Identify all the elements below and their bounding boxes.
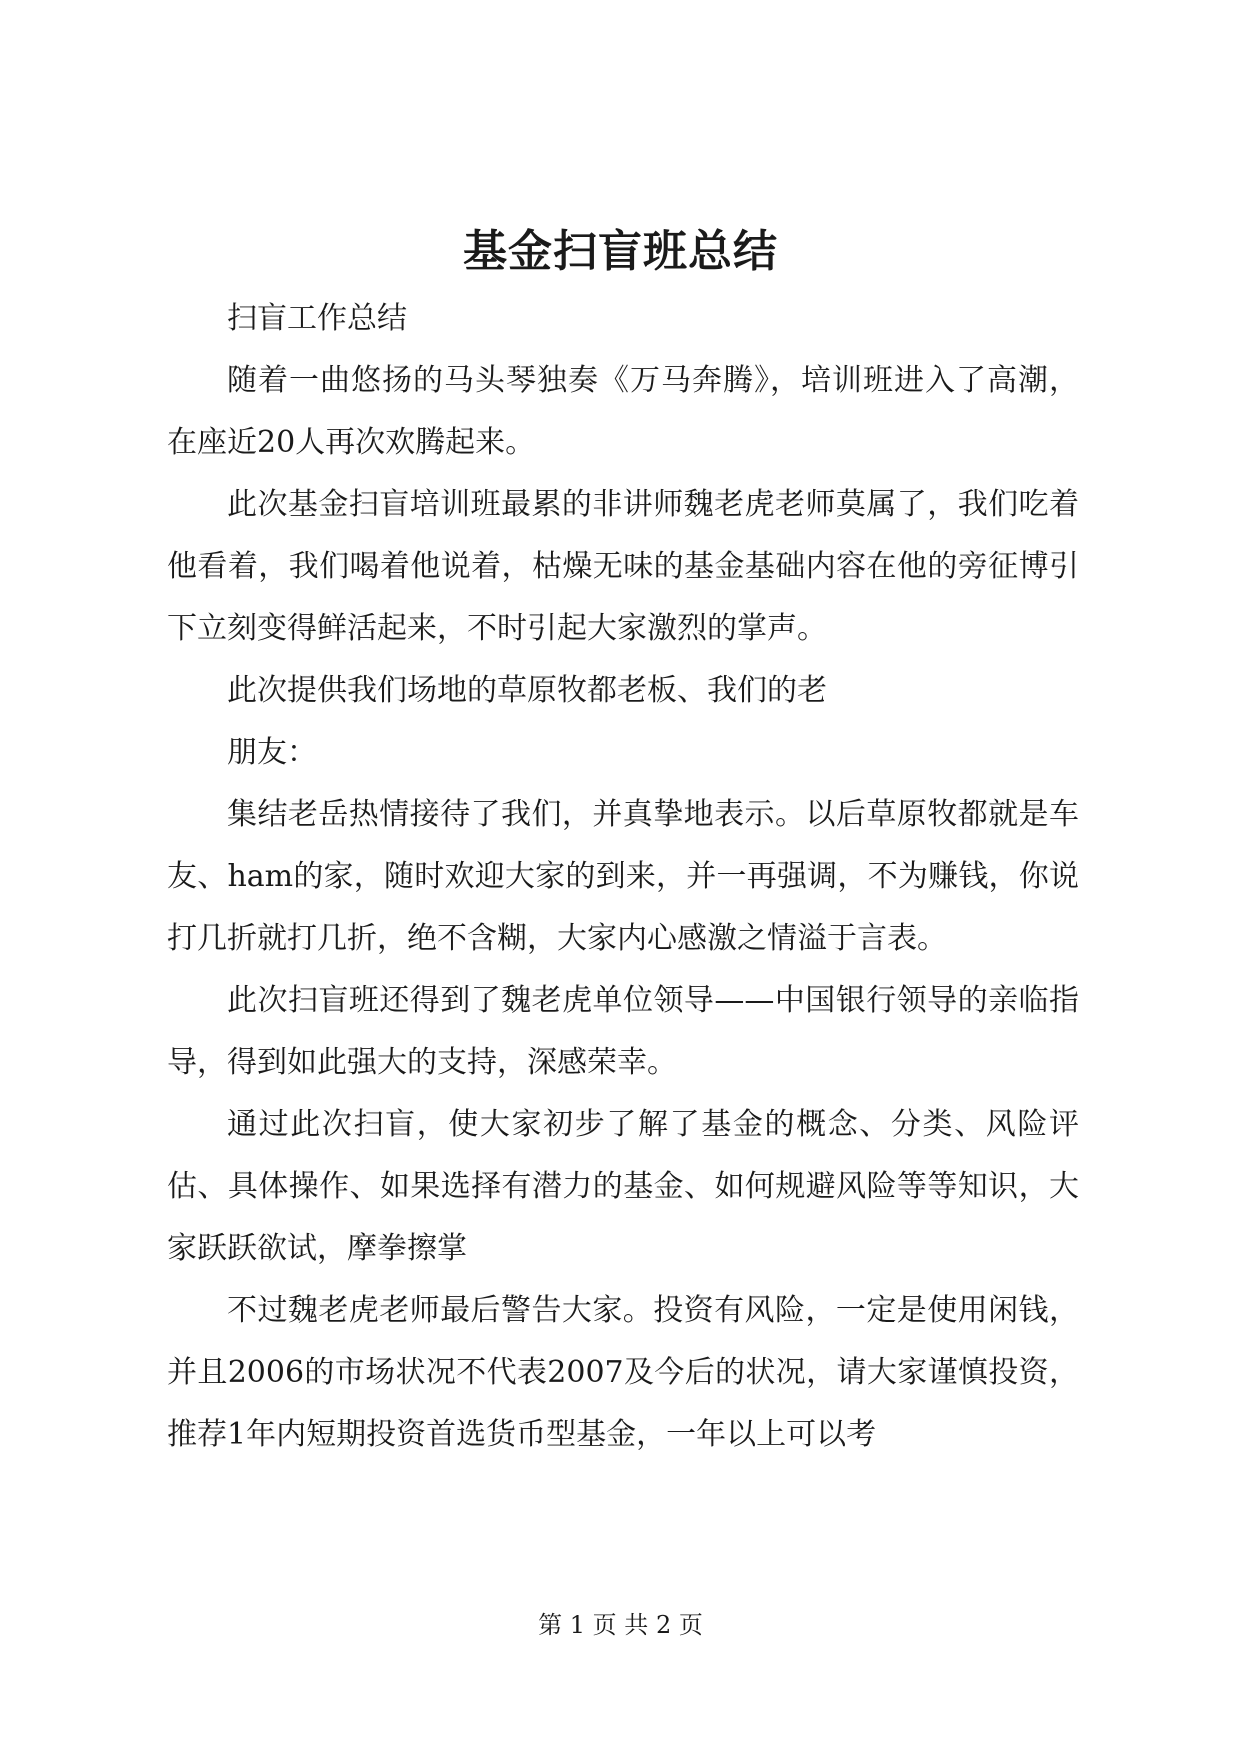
paragraph: 通过此次扫盲，使大家初步了解了基金的概念、分类、风险评估、具体操作、如果选择有潜力的基金、如何规避风险等等知识，大家跃跃欲试，摩拳擦掌 xyxy=(167,1107,1079,1266)
document-body xyxy=(167,288,1079,1466)
paragraph: 此次基金扫盲培训班最累的非讲师魏老虎老师莫属了，我们吃着他看着，我们喝着他说着，枯燥无味的基金基础内容在他的旁征博引下立刻变得鲜活起来，不时引起大家激烈的掌声。 xyxy=(167,487,1079,646)
paragraph: 此次提供我们场地的草原牧都老板、我们的老 xyxy=(227,673,827,708)
paragraph: 扫盲工作总结 xyxy=(227,301,407,336)
document-title: 基金扫盲班总结 xyxy=(463,226,778,277)
page-number-footer: 第 1 页 共 2 页 xyxy=(538,1611,703,1639)
paragraph: 朋友： xyxy=(227,735,317,770)
paragraph: 不过魏老虎老师最后警告大家。投资有风险，一定是使用闲钱，并且2006的市场状况不代表2007及今后的状况，请大家谨慎投资，推荐1年内短期投资首选货币型基金，一年以上可以考 xyxy=(167,1293,1079,1452)
paragraph: 集结老岳热情接待了我们，并真挚地表示。以后草原牧都就是车友、ham的家，随时欢迎大家的到来，并一再强调，不为赚钱，你说打几折就打几折，绝不含糊，大家内心感激之情溢于言表。 xyxy=(167,797,1079,956)
paragraph: 此次扫盲班还得到了魏老虎单位领导——中国银行领导的亲临指导，得到如此强大的支持，深感荣幸。 xyxy=(167,983,1079,1080)
paragraph: 随着一曲悠扬的马头琴独奏《万马奔腾》，培训班进入了高潮，在座近20人再次欢腾起来。 xyxy=(167,363,1079,460)
